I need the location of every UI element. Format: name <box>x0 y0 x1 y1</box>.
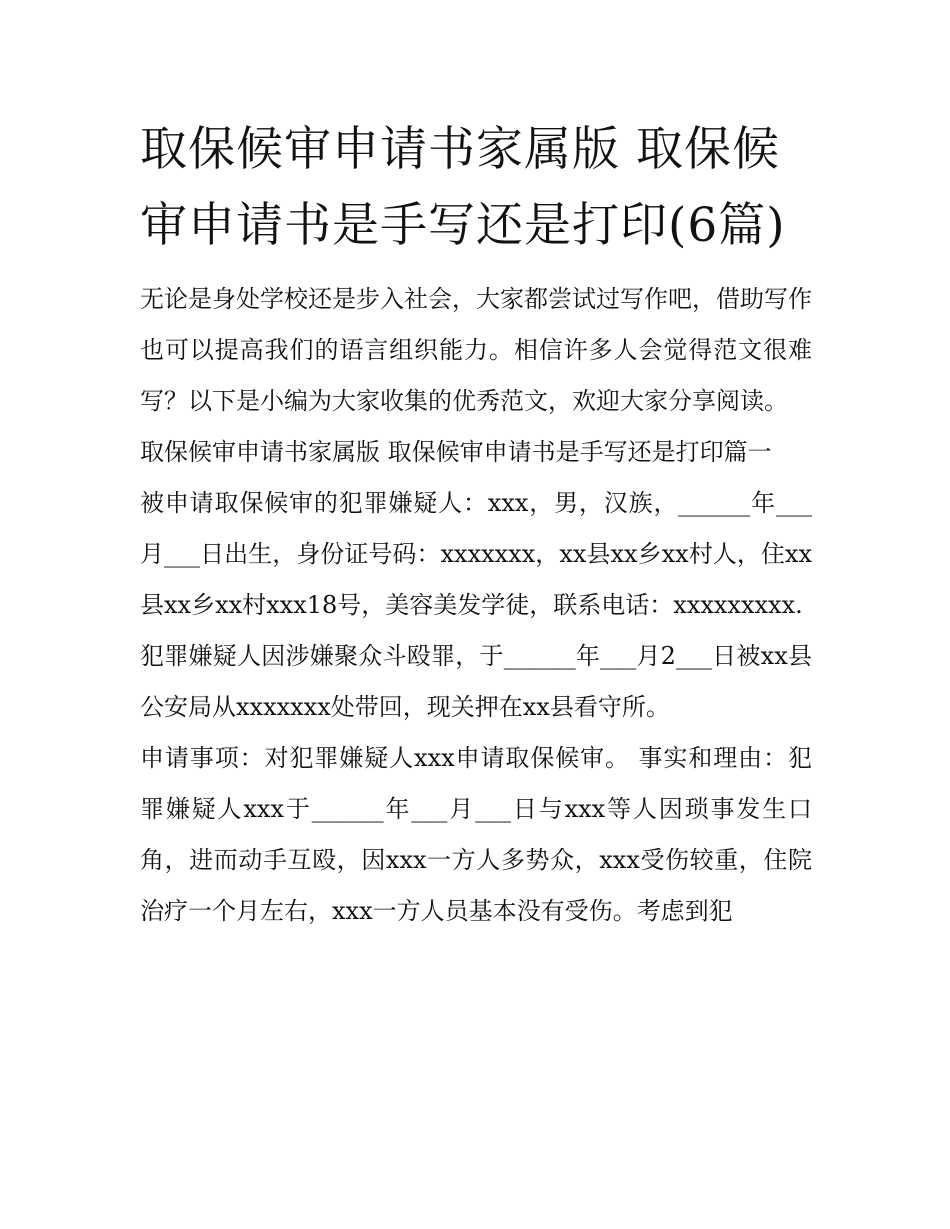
document-page <box>140 112 812 937</box>
document-title: 取保候审申请书家属版 取保候审申请书是手写还是打印(6篇) <box>140 122 786 253</box>
intro-paragraph: 无论是身处学校还是步入社会，大家都尝试过写作吧，借助写作也可以提高我们的语言组织能力。相信许多人会觉得范文很难写？以下是小编为大家收集的优秀范文，欢迎大家分享阅读。 <box>140 285 812 415</box>
suspect-info-paragraph: 被申请取保候审的犯罪嫌疑人：xxx，男，汉族，______年___月___日出生，身份证号码：xxxxxxx，xx县xx乡xx村人，住xx县xx乡xx村xxx18号，美容美发学徒，联系电话：xxxxxxxxx. <box>140 489 812 619</box>
section-heading: 取保候审申请书家属版 取保候审申请书是手写还是打印篇一 <box>140 438 772 466</box>
application-paragraph: 申请事项：对犯罪嫌疑人xxx申请取保候审。 事实和理由：犯罪嫌疑人xxx于______年___月___日与xxx等人因琐事发生口角，进而动手互殴，因xxx一方人多势众，xxx受伤较重，住院治疗一个月左右，xxx一方人员基本没有受伤。考虑到犯 <box>140 744 812 925</box>
detention-paragraph: 犯罪嫌疑人因涉嫌聚众斗殴罪，于______年___月2___日被xx县公安局从xxxxxxx处带回，现关押在xx县看守所。 <box>140 642 812 721</box>
